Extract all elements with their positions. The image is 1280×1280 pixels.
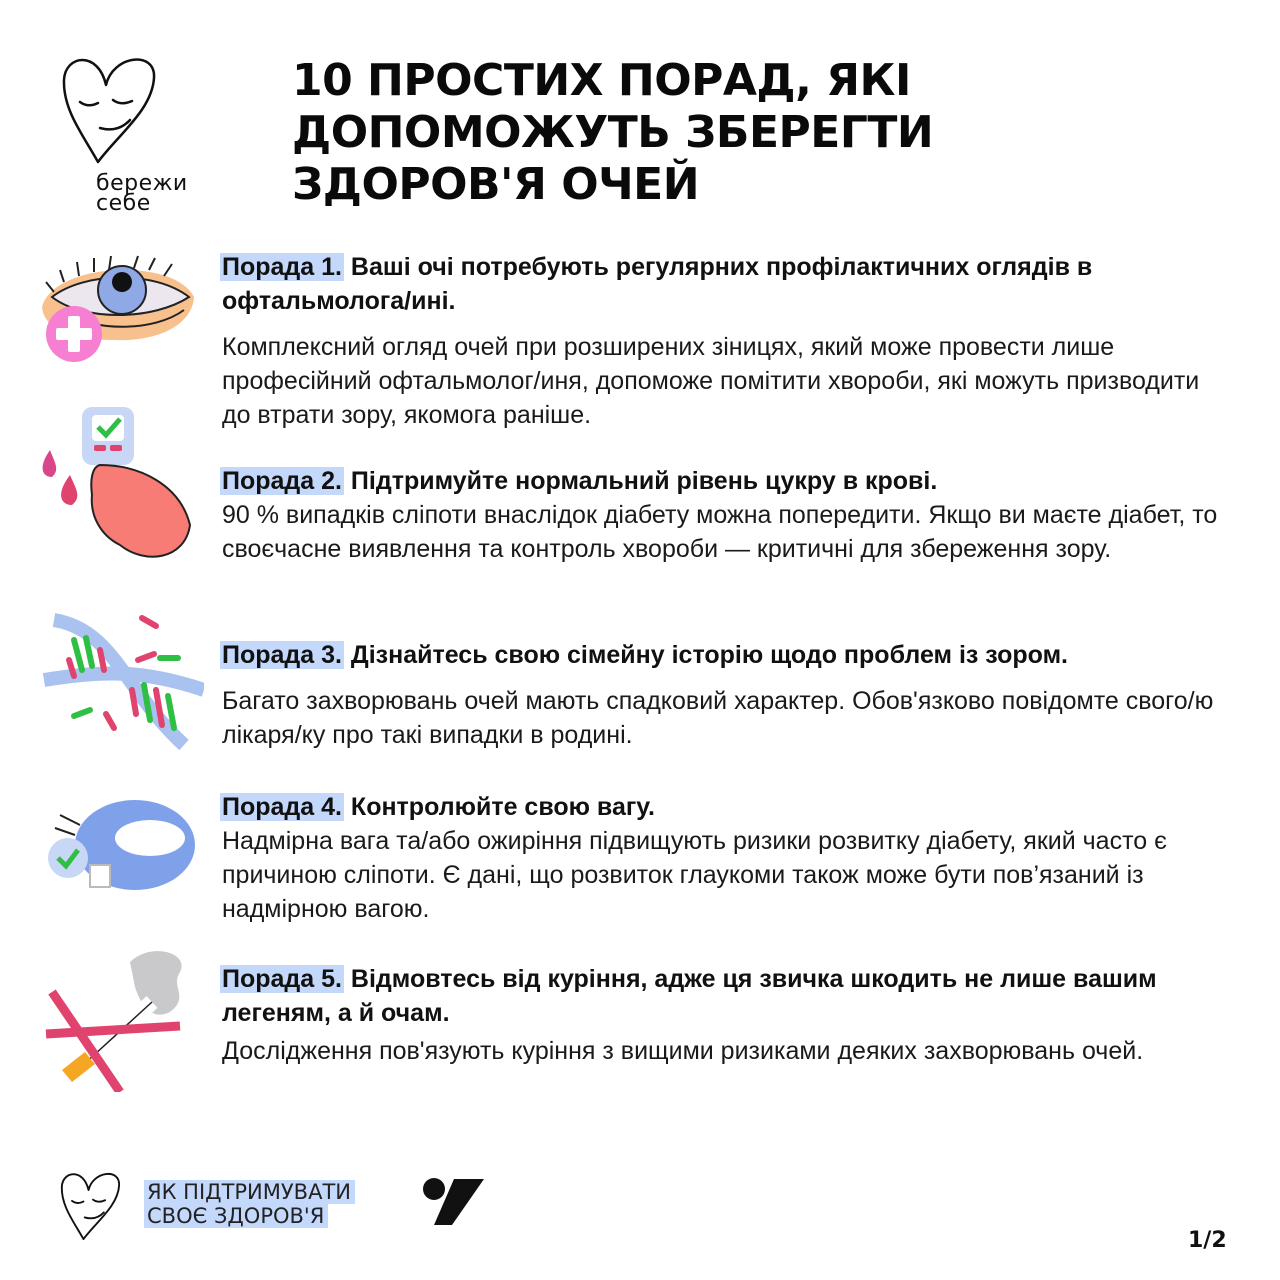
tip-3 <box>222 638 1232 752</box>
glucometer-hand-icon <box>30 405 200 565</box>
tip-label: Порада 3. <box>222 641 342 669</box>
tip-5 <box>222 962 1232 1068</box>
tip-body: Дослідження пов'язують куріння з вищими ризиками деяких захворювань очей. <box>222 1037 1144 1065</box>
tip-heading: Порада 2. Підтримуйте нормальний рівень цукру в крові. <box>222 467 938 495</box>
smiling-heart-icon <box>58 1165 128 1247</box>
tip-heading: Порада 5. Відмовтесь від куріння, адже ця звичка шкодить не лише вашим легеням, а й очам. <box>222 965 1157 1027</box>
tip-label: Порада 2. <box>222 467 342 495</box>
dna-icon <box>34 610 204 750</box>
eye-exam-icon <box>34 252 199 362</box>
tip-4 <box>222 790 1232 926</box>
tip-1 <box>222 250 1232 432</box>
no-smoking-icon <box>40 942 200 1092</box>
tip-body: 90 % випадків сліпоти внаслідок діабету можна попередити. Якщо ви маєте діабет, то своєчасне виявлення та контроль хвороби — критичні для збереження зору. <box>222 501 1218 563</box>
page-title: 10 ПРОСТИХ ПОРАД, ЯКІ ДОПОМОЖУТЬ ЗБЕРЕГТИ ЗДОРОВ'Я ОЧЕЙ <box>292 55 934 210</box>
page-indicator: 1/2 <box>1188 1228 1227 1253</box>
tip-label: Порада 1. <box>222 253 342 281</box>
tip-body: Комплексний огляд очей при розширених зіницях, який може провести лише професійний офтальмолог/иня, допоможе помітити хвороби, які можуть призводити до втрати зору, якомога раніше. <box>222 333 1200 429</box>
tip-heading: Порада 3. Дізнайтесь свою сімейну історію щодо проблем із зором. <box>222 641 1069 669</box>
tip-label: Порада 5. <box>222 965 342 993</box>
tip-body: Багато захворювань очей мають спадковий характер. Обов'язково повідомте свого/ю лікаря/ку про такі випадки в родині. <box>222 687 1214 749</box>
tip-body: Надмірна вага та/або ожиріння підвищують ризики розвитку діабету, який часто є причиною сліпоти. Є дані, що розвиток глаукоми також може бути пов’язаний із надмірною вагою. <box>222 827 1167 923</box>
campaign-tag: ЯК ПІДТРИМУВАТИ СВОЄ ЗДОРОВ'Я <box>144 1180 355 1228</box>
brand-name: бережи себе <box>96 171 188 216</box>
tip-heading: Порада 1. Ваші очі потребують регулярних профілактичних оглядів в офтальмолога/ині. <box>222 253 1093 315</box>
brand-logo <box>58 50 208 220</box>
measuring-tape-icon <box>40 790 200 900</box>
tip-label: Порада 4. <box>222 793 342 821</box>
tip-heading: Порада 4. Контролюйте свою вагу. <box>222 793 655 821</box>
smiling-heart-icon <box>58 50 168 170</box>
brand-mark-icon <box>420 1175 486 1227</box>
tip-2 <box>222 464 1232 566</box>
